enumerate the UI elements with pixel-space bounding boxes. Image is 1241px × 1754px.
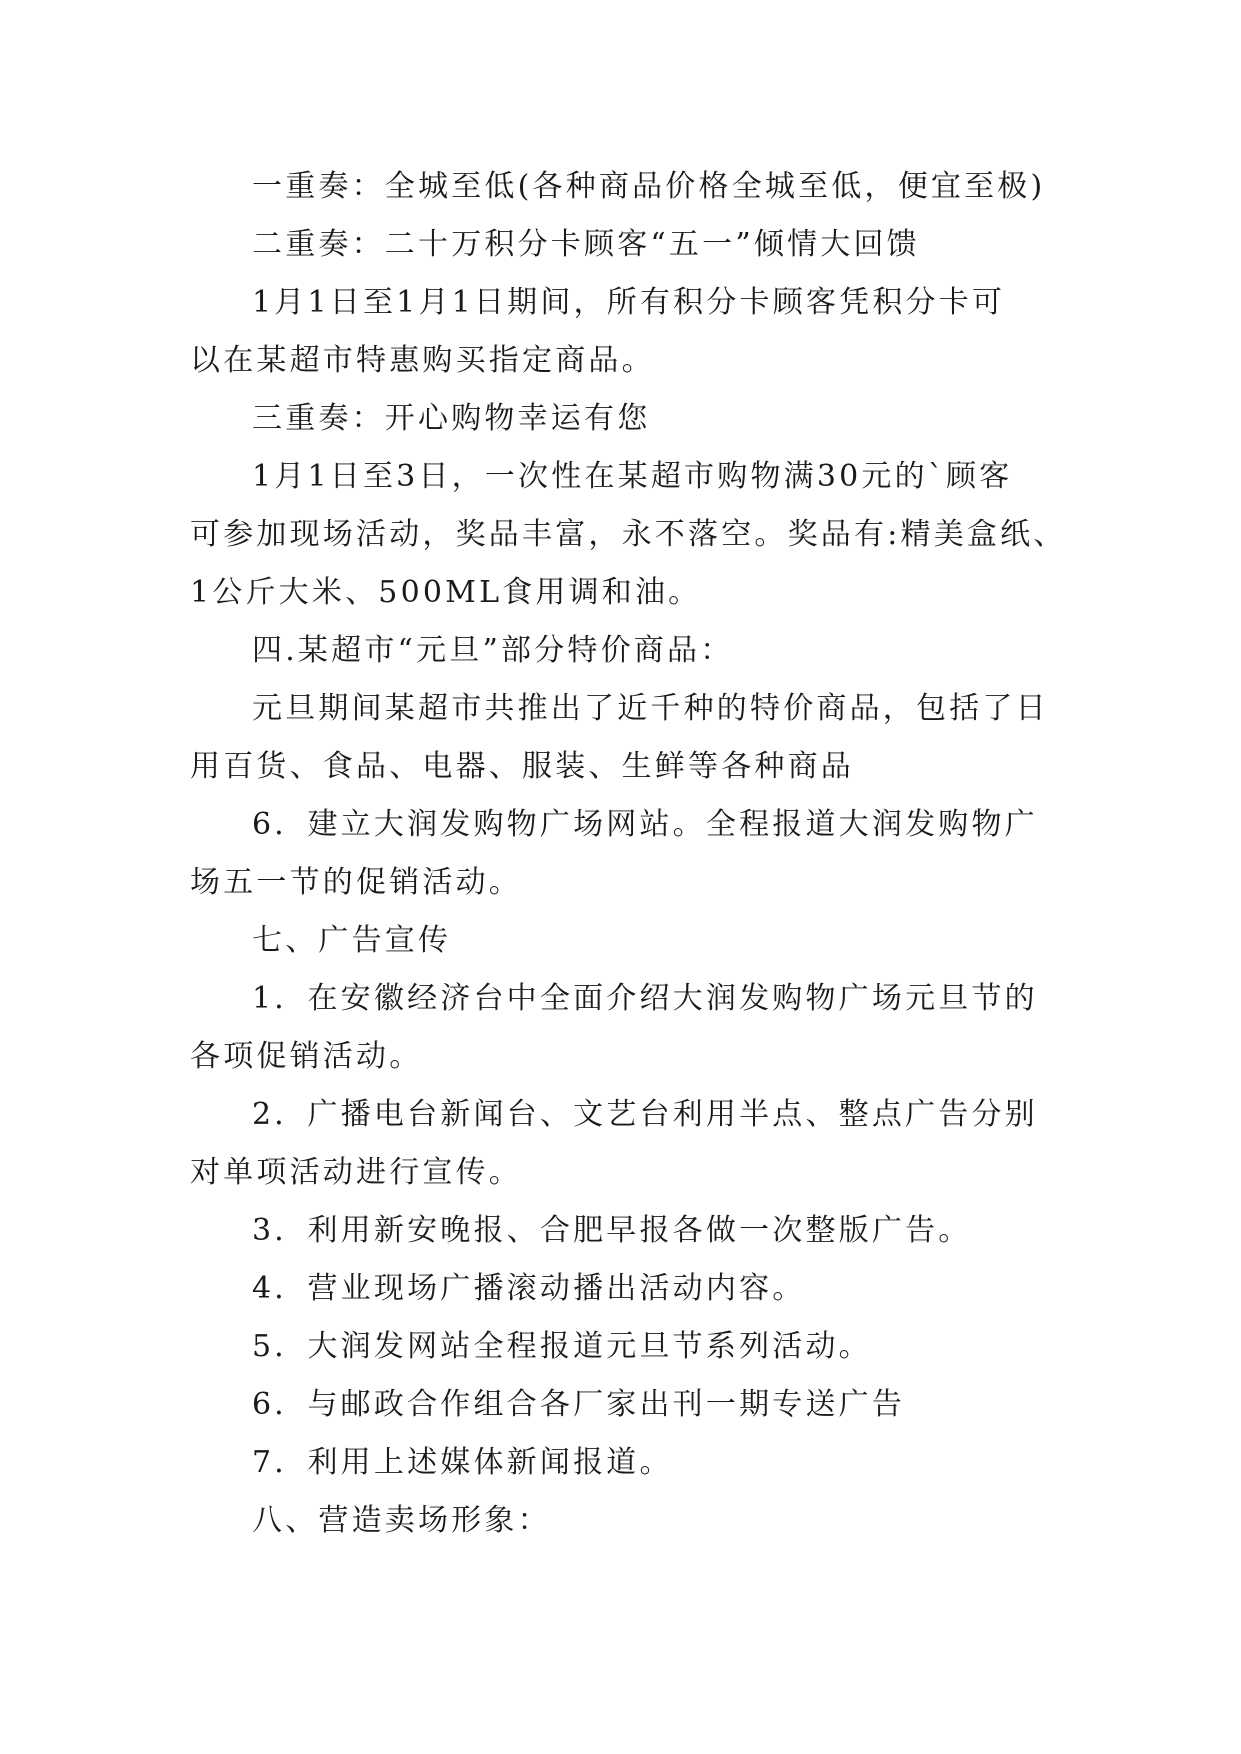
- list-item-continuation: 对单项活动进行宣传。: [190, 1155, 522, 1190]
- list-item: 4．营业现场广播滚动播出活动内容。: [252, 1271, 806, 1306]
- paragraph-line: 6．建立大润发购物广场网站。全程报道大润发购物广: [252, 807, 1038, 842]
- list-item: 2．广播电台新闻台、文艺台利用半点、整点广告分别: [252, 1097, 1038, 1132]
- paragraph-line: 场五一节的促销活动。: [190, 865, 522, 900]
- paragraph-line: 1月1日至3日，一次性在某超市购物满30元的`顾客: [252, 459, 1013, 494]
- section-heading: 八、营造卖场形象：: [252, 1503, 551, 1538]
- list-item: 7．利用上述媒体新闻报道。: [252, 1445, 673, 1480]
- paragraph-line: 以在某超市特惠购买指定商品。: [190, 343, 655, 378]
- section-heading: 四.某超市“元旦”部分特价商品：: [252, 633, 734, 668]
- paragraph-line: 一重奏：全城至低(各种商品价格全城至低，便宜至极): [252, 169, 1046, 204]
- paragraph-line: 三重奏：开心购物幸运有您: [252, 401, 651, 436]
- paragraph-line: 可参加现场活动，奖品丰富，永不落空。奖品有:精美盒纸、: [190, 517, 1067, 552]
- paragraph-line: 用百货、食品、电器、服装、生鲜等各种商品: [190, 749, 854, 784]
- paragraph-line: 元旦期间某超市共推出了近千种的特价商品，包括了日: [252, 691, 1049, 726]
- section-heading: 七、广告宣传: [252, 923, 452, 958]
- paragraph-line: 1公斤大米、500ML食用调和油。: [190, 575, 702, 610]
- list-item: 5．大润发网站全程报道元旦节系列活动。: [252, 1329, 872, 1364]
- document-body: [190, 158, 1070, 1550]
- paragraph-line: 二重奏：二十万积分卡顾客“五一”倾情大回馈: [252, 227, 920, 262]
- list-item: 6．与邮政合作组合各厂家出刊一期专送广告: [252, 1387, 906, 1422]
- list-item-continuation: 各项促销活动。: [190, 1039, 423, 1074]
- list-item: 3．利用新安晚报、合肥早报各做一次整版广告。: [252, 1213, 972, 1248]
- paragraph-line: 1月1日至1月1日期间，所有积分卡顾客凭积分卡可: [252, 285, 1006, 320]
- list-item: 1．在安徽经济台中全面介绍大润发购物广场元旦节的: [252, 981, 1038, 1016]
